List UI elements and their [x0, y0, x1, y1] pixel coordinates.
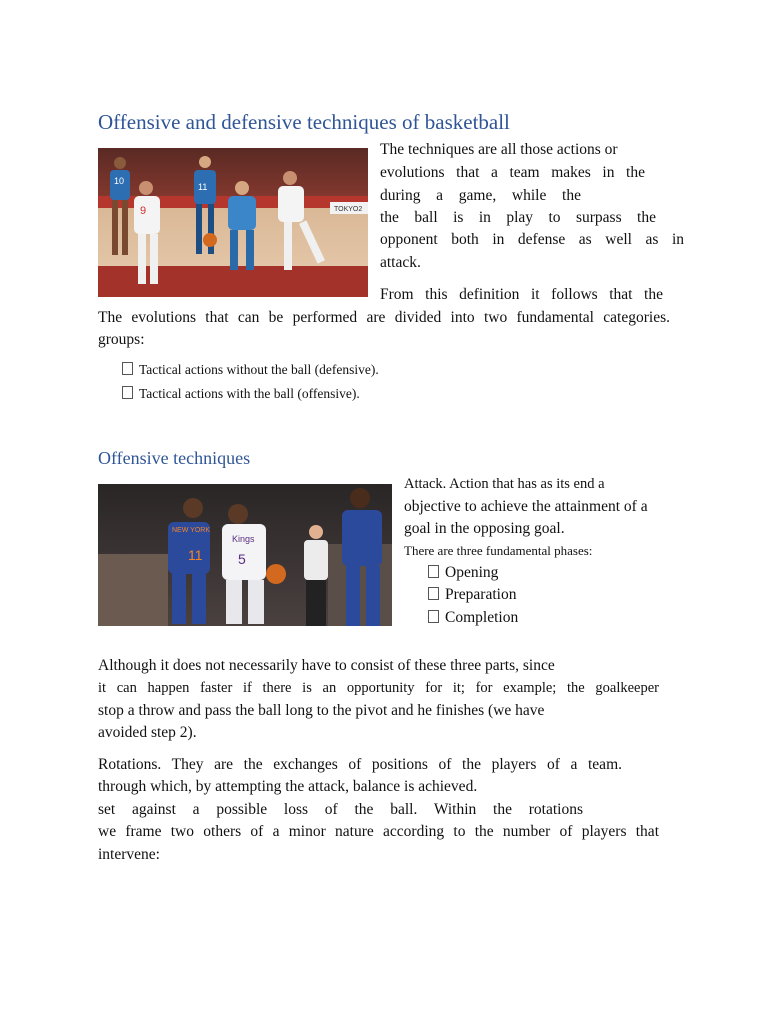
attack-line-1: Attack. Action that has as its end a [404, 476, 605, 492]
intro-line-5: opponent both in defense as well as in [380, 231, 684, 248]
evolutions-line: The evolutions that can be performed are divided into two fundamental categories. [98, 309, 670, 326]
intro-line-6: attack. [380, 254, 421, 271]
basketball-photo-offense-art [98, 484, 392, 626]
phase-label: Completion [445, 609, 519, 626]
jersey-number-11: 11 [188, 547, 203, 563]
tokyo-banner-text: TOKYO2 [334, 206, 363, 213]
tactical-item-label: Tactical actions with the ball (offensive). [139, 386, 360, 401]
definition-line: From this definition it follows that the [380, 286, 663, 303]
although-line-3: stop a throw and pass the ball long to the pivot and he finishes (we have [98, 702, 545, 719]
phase-item-completion [428, 608, 518, 628]
checkbox-bullet-icon [428, 587, 439, 600]
section-heading-offensive: Offensive techniques [98, 448, 251, 468]
phase-item-preparation [428, 585, 516, 605]
attack-line-3: goal in the opposing goal. [404, 520, 565, 537]
intro-line-3: during a game, while the [380, 187, 581, 204]
intro-line-1: The techniques are all those actions or [380, 141, 618, 158]
attack-line-2: objective to achieve the attainment of a [404, 498, 648, 515]
team-name-knicks: NEW YORK [172, 527, 210, 534]
basketball-photo-offense [98, 484, 392, 626]
rotations-line-4: we frame two others of a minor nature according to the number of players that [98, 823, 659, 840]
page-title: Offensive and defensive techniques of basketball [98, 110, 510, 134]
although-line-2: it can happen faster if there is an opportunity for it; for example; the goalkeeper [98, 680, 659, 696]
checkbox-bullet-icon [428, 565, 439, 578]
phases-intro: There are three fundamental phases: [404, 543, 593, 558]
intro-line-2: evolutions that a team makes in the [380, 164, 645, 181]
checkbox-bullet-icon [122, 362, 133, 375]
rotations-line-5: intervene: [98, 846, 160, 863]
basketball-photo-defense-art [98, 148, 368, 297]
although-line-4: avoided step 2). [98, 724, 197, 741]
phase-item-opening [428, 563, 498, 583]
jersey-number-5: 5 [238, 551, 246, 567]
although-line-1: Although it does not necessarily have to consist of these three parts, since [98, 657, 555, 674]
phase-label: Preparation [445, 586, 517, 603]
tactical-item-defensive [122, 360, 379, 380]
rotations-line-1: Rotations. They are the exchanges of positions of the players of a team. [98, 756, 622, 773]
jersey-number-9: 9 [140, 205, 147, 217]
tactical-item-label: Tactical actions without the ball (defensive). [139, 362, 379, 377]
groups-line: groups: [98, 331, 145, 348]
team-name-kings: Kings [232, 534, 255, 544]
phase-label: Opening [445, 564, 499, 581]
tactical-item-offensive [122, 384, 360, 404]
checkbox-bullet-icon [122, 386, 133, 399]
basketball-photo-defense [98, 148, 368, 297]
intro-line-4: the ball is in play to surpass the [380, 209, 656, 226]
jersey-number-11: 11 [198, 182, 208, 192]
checkbox-bullet-icon [428, 610, 439, 623]
rotations-line-2: through which, by attempting the attack, balance is achieved. [98, 778, 478, 795]
rotations-line-3: set against a possible loss of the ball. Within the rotations [98, 801, 583, 818]
jersey-number-10: 10 [114, 176, 125, 186]
